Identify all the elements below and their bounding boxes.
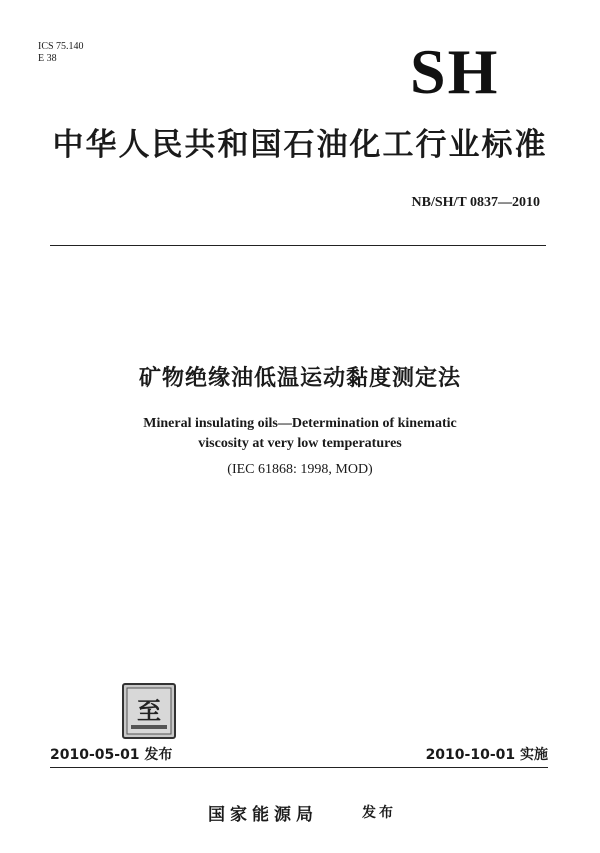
english-title: [0, 414, 600, 454]
seal-icon: [124, 685, 174, 737]
issuing-authority: 国家能源局: [208, 805, 318, 825]
publish-date: 2010-05-01 发布: [50, 747, 173, 763]
standard-category-title: 中华人民共和国石油化工行业标准: [52, 127, 548, 163]
chinese-title: 矿物绝缘油低温运动黏度测定法: [138, 366, 461, 391]
header-divider: [50, 245, 546, 246]
class-code: E 38: [38, 53, 57, 64]
ics-code: ICS 75.140: [38, 41, 84, 52]
english-title-line-1: Mineral insulating oils—Determination of kinematic: [143, 416, 457, 431]
publisher-seal: [122, 683, 176, 739]
adoption-note: (IEC 61868: 1998, MOD): [227, 462, 373, 477]
english-title-line-2: viscosity at very low temperatures: [198, 436, 402, 451]
classification-codes: [38, 41, 84, 65]
standard-number: NB/SH/T 0837—2010: [411, 195, 540, 210]
implement-date: 2010-10-01 实施: [425, 747, 548, 763]
footer-divider: [50, 767, 548, 768]
seal-glyph: 至: [137, 697, 161, 725]
issue-label: 发布: [362, 805, 396, 821]
sh-logo: SH: [410, 36, 500, 107]
